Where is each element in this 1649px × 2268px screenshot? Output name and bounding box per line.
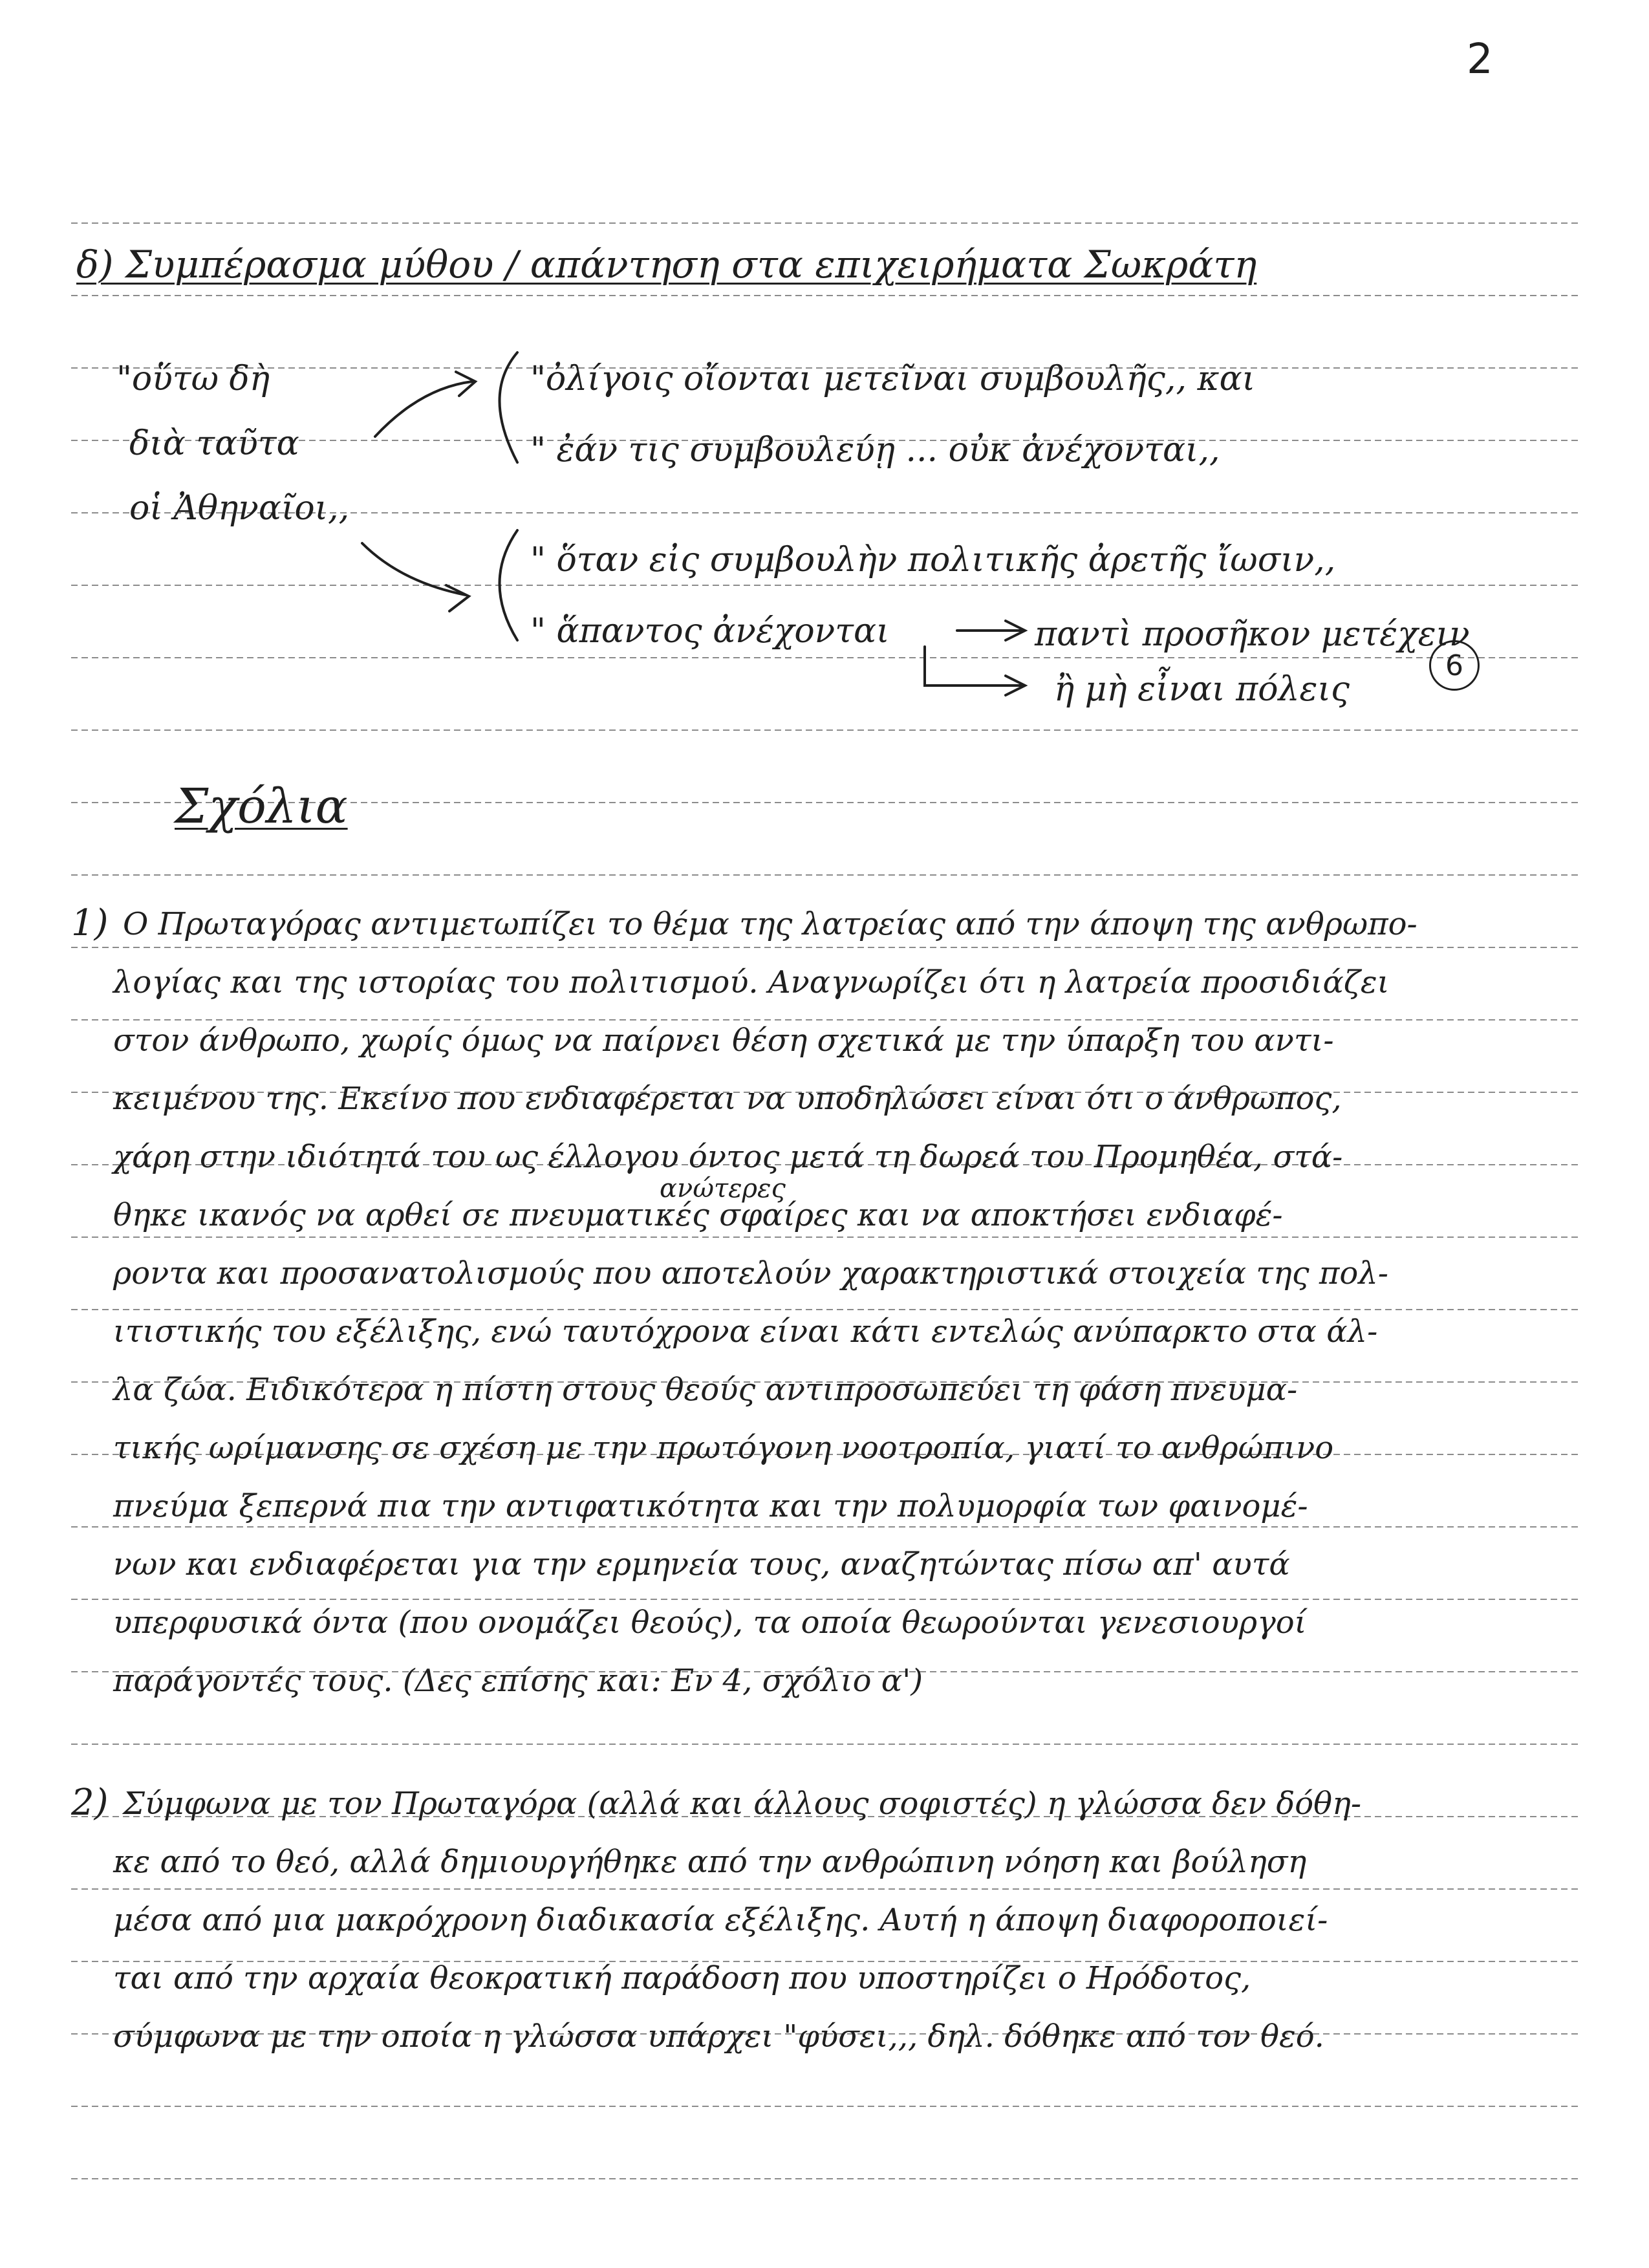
comment-2-line: Σύμφωνα με τον Πρωταγόρα (αλλά και άλλους σοφιστές) η γλώσσα δεν δόθη- — [123, 1786, 1362, 1822]
comment-1-line: ιτιστικής του εξέλιξης, ενώ ταυτόχρονα είναι κάτι εντελώς ανύπαρκτο στα άλ- — [113, 1313, 1378, 1350]
page-number: 2 — [1467, 36, 1493, 83]
comment-2-line: κε από το θεό, αλλά δημιουργήθηκε από την ανθρώπινη νόηση και βούληση — [113, 1844, 1307, 1880]
section-heading: δ) Συμπέρασμα μύθου / απάντηση στα επιχειρήματα Σωκράτη — [76, 243, 1257, 286]
circled-number-mark: 6 — [1429, 640, 1480, 691]
comment-1-line: θηκε ικανός να αρθεί σε πνευματικές σφαίρες και να αποκτήσει ενδιαφέ- — [113, 1197, 1283, 1233]
branch-top-line-1: "ὀλίγοις οἴονται μετεῖναι συμβουλῆς,, και — [530, 360, 1256, 398]
branch-top-line-2: " ἐάν τις συμβουλεύῃ ... οὐκ ἀνέχονται,, — [530, 431, 1220, 470]
comment-1-line: παράγοντές τους. (Δες επίσης και: Εν 4, σχόλιο α') — [113, 1663, 923, 1699]
comment-1-line: στον άνθρωπο, χωρίς όμως να παίρνει θέση σχετικά με την ύπαρξη του αντι- — [113, 1022, 1334, 1059]
bracket-bottom — [500, 530, 518, 640]
comment-1-line: λογίας και της ιστορίας του πολιτισμού. Αναγνωρίζει ότι η λατρεία προσιδιάζει — [113, 964, 1390, 1000]
comment-1-line: ροντα και προσανατολισμούς που αποτελούν χαρακτηριστικά στοιχεία της πολ- — [113, 1255, 1388, 1291]
comment-1-number: 1) — [71, 902, 109, 944]
quote-left-line-2: διὰ ταῦτα — [129, 424, 299, 463]
arrow-to-result-2 — [925, 647, 1022, 686]
branch-bottom-result-2: ἢ μὴ εἶναι πόλεις — [1054, 670, 1350, 709]
branch-bottom-line-1: " ὅταν εἰς συμβουλὴν πολιτικῆς ἀρετῆς ἴωσιν,, — [530, 541, 1336, 579]
comment-1-line: κειμένου της. Εκείνο που ενδιαφέρεται να υποδηλώσει είναι ότι ο άνθρωπος, — [113, 1081, 1342, 1117]
branch-bottom-line-2: " ἅπαντος ἀνέχονται — [530, 612, 890, 651]
branch-bottom-result-1: παντὶ προσῆκον μετέχειν — [1035, 615, 1470, 654]
comment-2-line: ται από την αρχαία θεοκρατική παράδοση που υποστηρίζει ο Ηρόδοτος, — [113, 1960, 1251, 1996]
quote-left-line-1: "οὕτω δὴ — [116, 360, 270, 398]
comment-1-line: Ο Πρωταγόρας αντιμετωπίζει το θέμα της λατρείας από την άποψη της ανθρωπο- — [123, 906, 1417, 942]
comment-1-line: νων και ενδιαφέρεται για την ερμηνεία τους, αναζητώντας πίσω απ' αυτά — [113, 1546, 1290, 1582]
comment-2-line: μέσα από μια μακρόχρονη διαδικασία εξέλιξης. Αυτή η άποψη διαφοροποιεί- — [113, 1902, 1328, 1938]
comment-1-line: πνεύμα ξεπερνά πια την αντιφατικότητα και την πολυμορφία των φαινομέ- — [113, 1488, 1308, 1524]
comment-1-line: υπερφυσικά όντα (που ονομάζει θεούς), τα οποία θεωρούνται γενεσιουργοί — [113, 1604, 1307, 1641]
comment-1-line: χάρη στην ιδιότητά του ως έλλογου όντος μετά τη δωρεά του Προμηθέα, στά- — [113, 1139, 1343, 1175]
section-title-scholia: Σχόλια — [175, 779, 348, 834]
comment-2-line: σύμφωνα με την οποία η γλώσσα υπάρχει "φύσει,,, δηλ. δόθηκε από τον θεό. — [113, 2018, 1324, 2055]
quote-left-line-3: οἱ Ἀθηναῖοι,, — [129, 489, 350, 528]
arrowhead-bottom — [446, 585, 469, 611]
bracket-top — [500, 352, 518, 462]
arrow-to-top-branch — [375, 382, 472, 437]
comment-1-line: τικής ωρίμανσης σε σχέση με την πρωτόγονη νοοτροπία, γιατί το ανθρώπινο — [113, 1430, 1334, 1466]
comment-2-number: 2) — [71, 1782, 109, 1824]
comment-1-insertion: ανώτερες — [660, 1174, 786, 1204]
comment-1-line: λα ζώα. Ειδικότερα η πίστη στους θεούς αντιπροσωπεύει τη φάση πνευμα- — [113, 1372, 1298, 1408]
